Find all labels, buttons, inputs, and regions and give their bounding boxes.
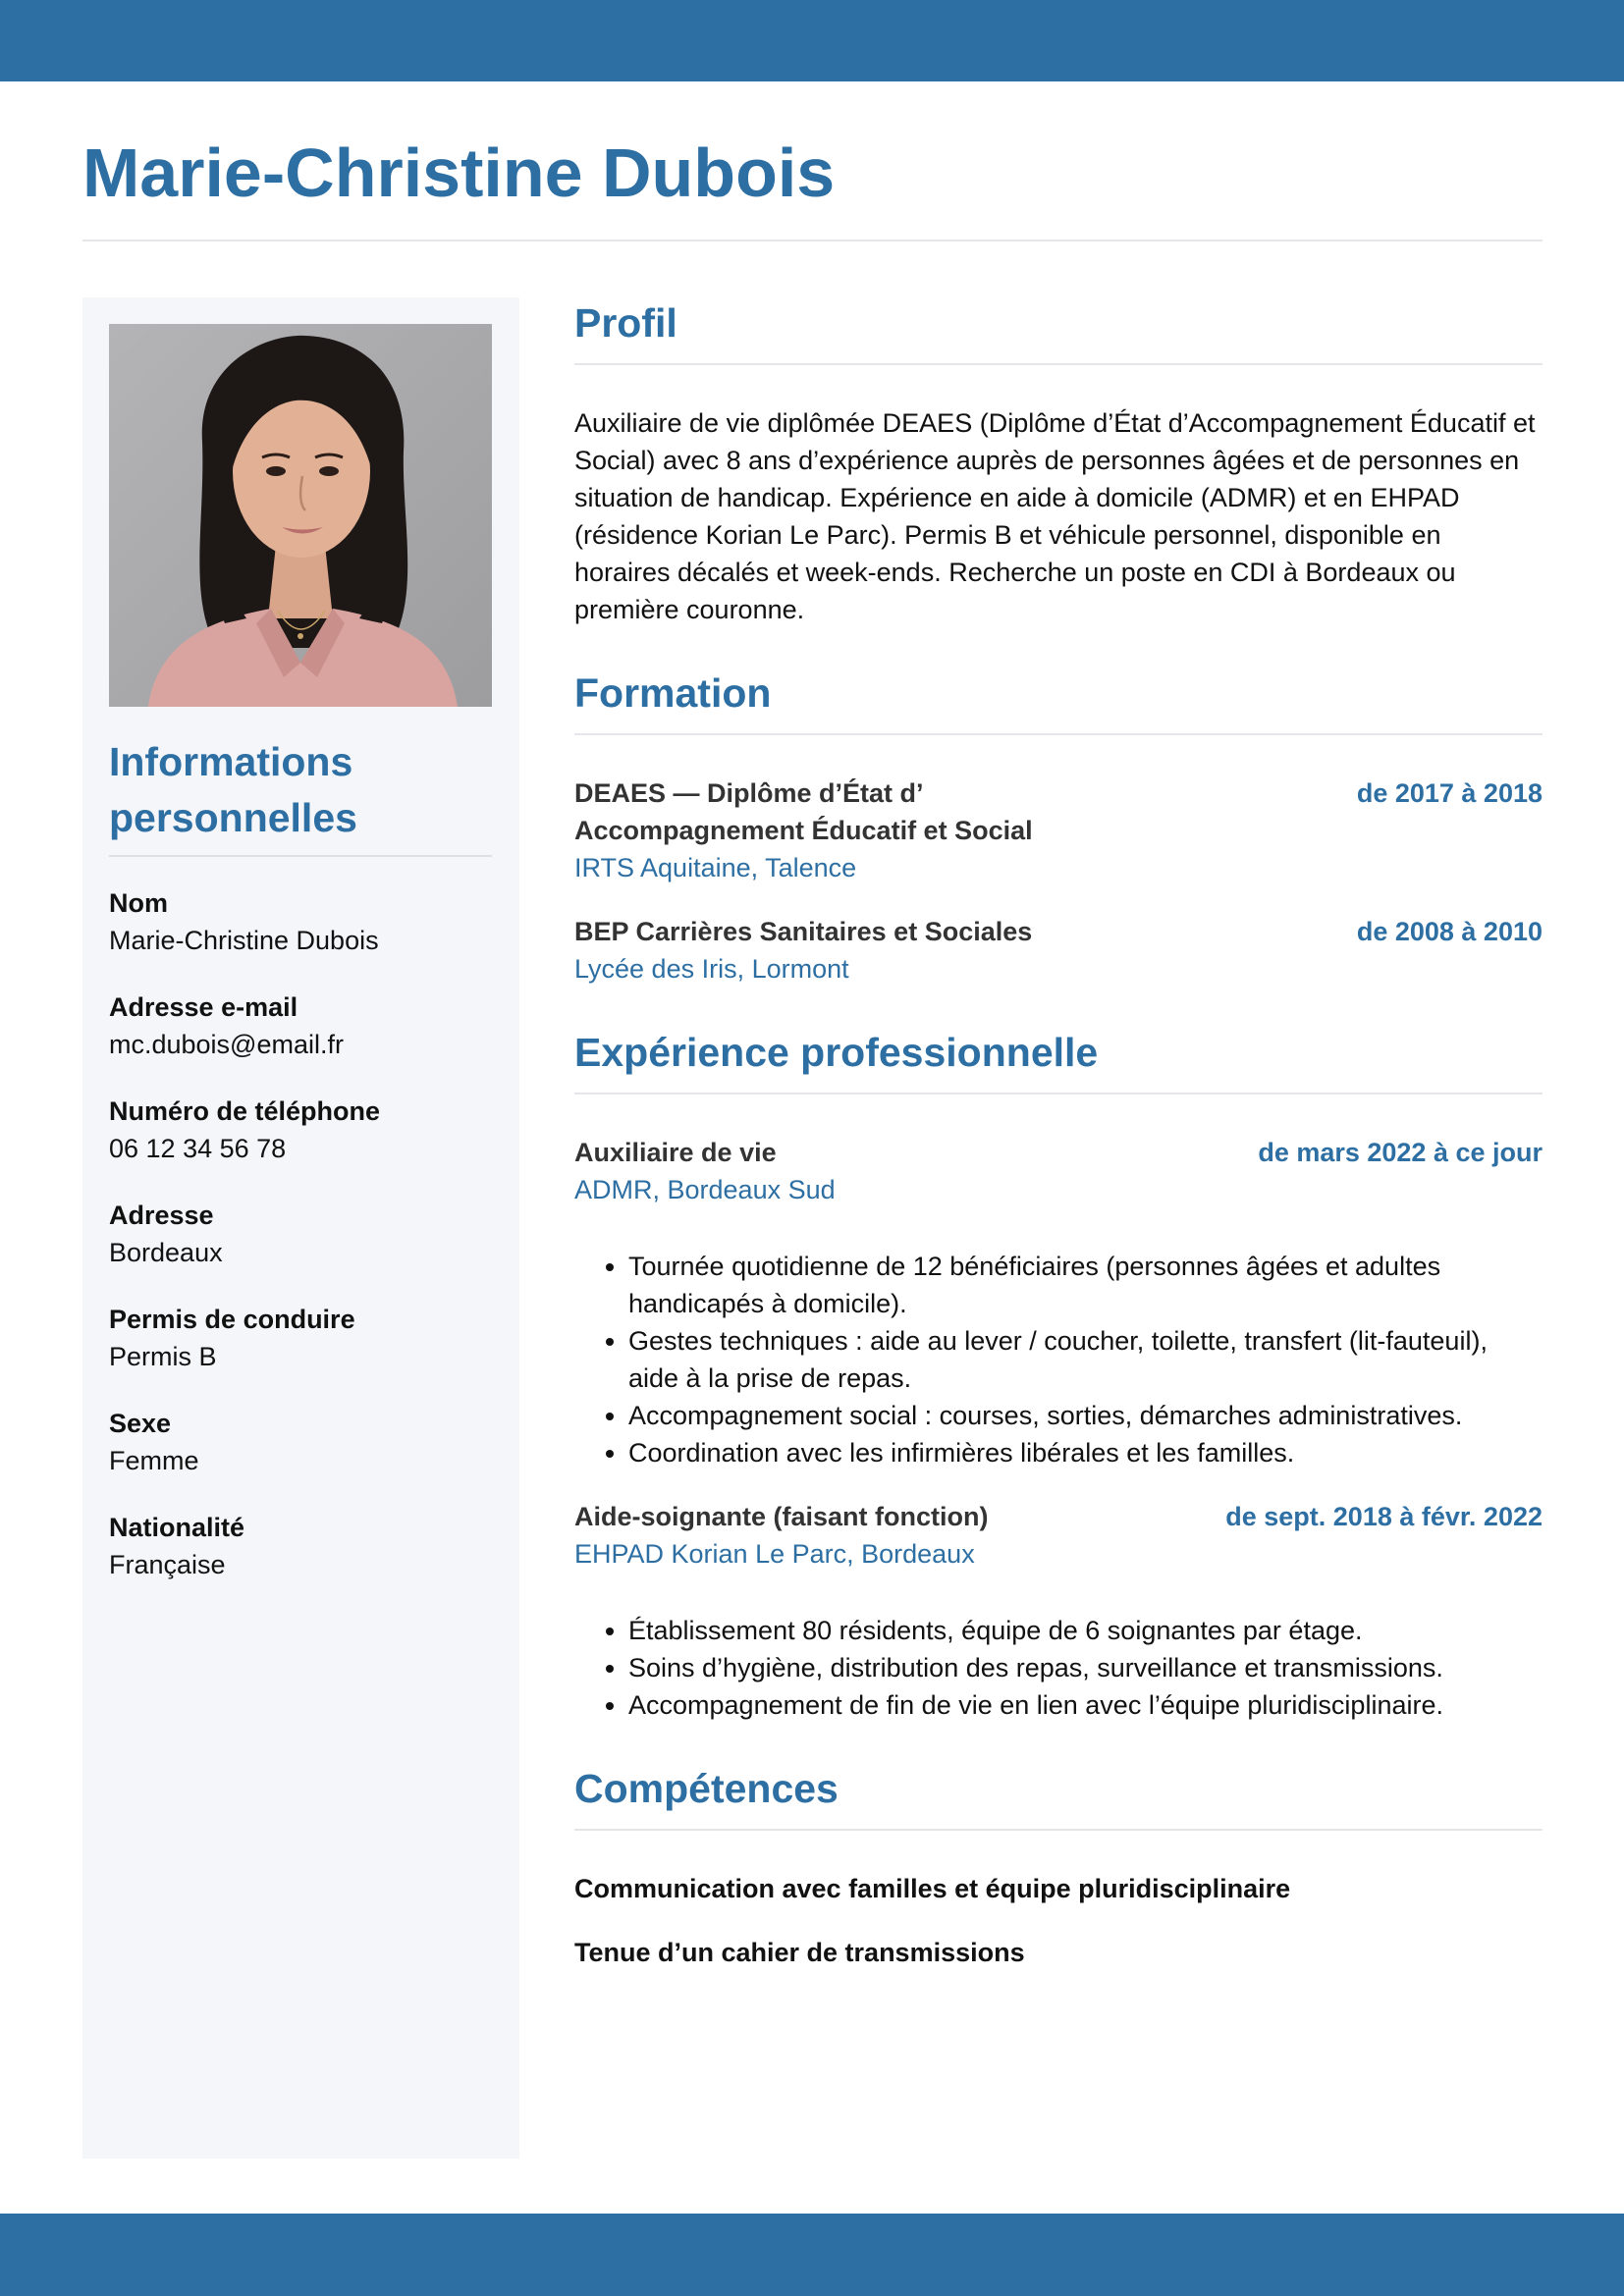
skill-item: Communication avec familles et équipe pluridisciplinaire [574, 1874, 1291, 1903]
info-label: Sexe [109, 1409, 172, 1439]
sidebar-title: Informations personnelles [109, 739, 357, 840]
bullet-list [574, 1612, 1543, 1724]
info-email [109, 988, 492, 1063]
profile-photo [109, 324, 492, 707]
section-title-skills: Compétences [574, 1766, 839, 1811]
info-value: mc.dubois@email.fr [109, 1030, 344, 1060]
section-title-education: Formation [574, 670, 772, 716]
portrait-illustration [109, 324, 492, 707]
bullet-item: • Établissement 80 résidents, équipe de 6 soignantes par étage. [628, 1612, 1543, 1649]
info-label: Adresse [109, 1201, 214, 1231]
bottom-band [0, 2214, 1624, 2296]
entry-place: Lycée des Iris, Lormont [574, 954, 849, 984]
skills-section [574, 1763, 1543, 1971]
name-divider [82, 240, 1543, 241]
entry-date: de 2008 à 2010 [1356, 917, 1543, 946]
info-label: Nom [109, 888, 168, 919]
entry-place: IRTS Aquitaine, Talence [574, 853, 857, 882]
profile-text: Auxiliaire de vie diplômée DEAES (Diplôme d’État d’Accompagnement Éducatif et Social) avec 8 ans d’expérience auprès de personnes âgées et de personnes en situation de handicap. Expérience en aide à domicile (ADMR) et en EHPAD (résidence Korian Le Parc). Permis B et véhicule personnel, disponible en horaires décalés et week-ends. Recherche un poste en CDI à Bordeaux ou première couronne. [574, 408, 1536, 624]
skill-item: Tenue d’un cahier de transmissions [574, 1938, 1025, 1967]
bullet-item: • Accompagnement de fin de vie en lien avec l’équipe pluridisciplinaire. [628, 1686, 1543, 1724]
education-entry [574, 913, 1543, 988]
experience-section [574, 1027, 1543, 1724]
info-gender [109, 1405, 492, 1479]
top-band [0, 0, 1624, 81]
bullet-item: • Tournée quotidienne de 12 bénéficiaires (personnes âgées et adultes handicapés à domicile). [628, 1248, 1543, 1322]
info-value: Bordeaux [109, 1238, 223, 1268]
info-value: Marie-Christine Dubois [109, 926, 379, 956]
education-entry [574, 774, 1543, 886]
entry-title: Auxiliaire de vie [574, 1138, 777, 1167]
entry-title: BEP Carrières Sanitaires et Sociales [574, 917, 1033, 946]
info-value: Française [109, 1550, 226, 1580]
section-divider [574, 363, 1543, 365]
info-value: 06 12 34 56 78 [109, 1134, 287, 1164]
info-label: Numéro de téléphone [109, 1096, 381, 1127]
cv-name: Marie-Christine Dubois [82, 134, 836, 211]
experience-entry [574, 1134, 1543, 1471]
info-name [109, 884, 492, 959]
sidebar [82, 297, 519, 2159]
info-value: Femme [109, 1446, 199, 1476]
entry-date: de 2017 à 2018 [1356, 778, 1543, 808]
entry-place: ADMR, Bordeaux Sud [574, 1175, 836, 1204]
section-title-experience: Expérience professionnelle [574, 1030, 1099, 1075]
education-section [574, 667, 1543, 988]
info-nationality [109, 1509, 492, 1583]
info-value: Permis B [109, 1342, 217, 1372]
entry-title: Aide-soignante (faisant fonction) [574, 1502, 989, 1531]
info-label: Adresse e-mail [109, 992, 298, 1023]
sidebar-divider [109, 855, 492, 857]
personal-info-list [109, 884, 492, 1583]
section-divider [574, 1093, 1543, 1095]
entry-date: de sept. 2018 à févr. 2022 [1225, 1502, 1543, 1531]
info-address [109, 1197, 492, 1271]
section-divider [574, 1829, 1543, 1831]
info-label: Nationalité [109, 1513, 245, 1543]
entry-place: EHPAD Korian Le Parc, Bordeaux [574, 1539, 975, 1569]
profile-section [574, 297, 1543, 628]
bullet-list [574, 1248, 1543, 1471]
section-title-profile: Profil [574, 300, 677, 346]
bullet-item: • Accompagnement social : courses, sorties, démarches administratives. [628, 1397, 1543, 1434]
info-label: Permis de conduire [109, 1305, 355, 1335]
info-phone [109, 1093, 492, 1167]
entry-date: de mars 2022 à ce jour [1258, 1138, 1543, 1167]
bullet-item: • Gestes techniques : aide au lever / coucher, toilette, transfert (lit-fauteuil), aide à la prise de repas. [628, 1322, 1543, 1397]
section-divider [574, 733, 1543, 735]
bullet-item: • Soins d’hygiène, distribution des repas, surveillance et transmissions. [628, 1649, 1543, 1686]
entry-title: DEAES — Diplôme d’État d’ Accompagnement Éducatif et Social [574, 778, 1033, 845]
experience-entry [574, 1498, 1543, 1724]
info-license [109, 1301, 492, 1375]
bullet-item: • Coordination avec les infirmières libérales et les familles. [628, 1434, 1543, 1471]
main-column [574, 297, 1543, 1971]
